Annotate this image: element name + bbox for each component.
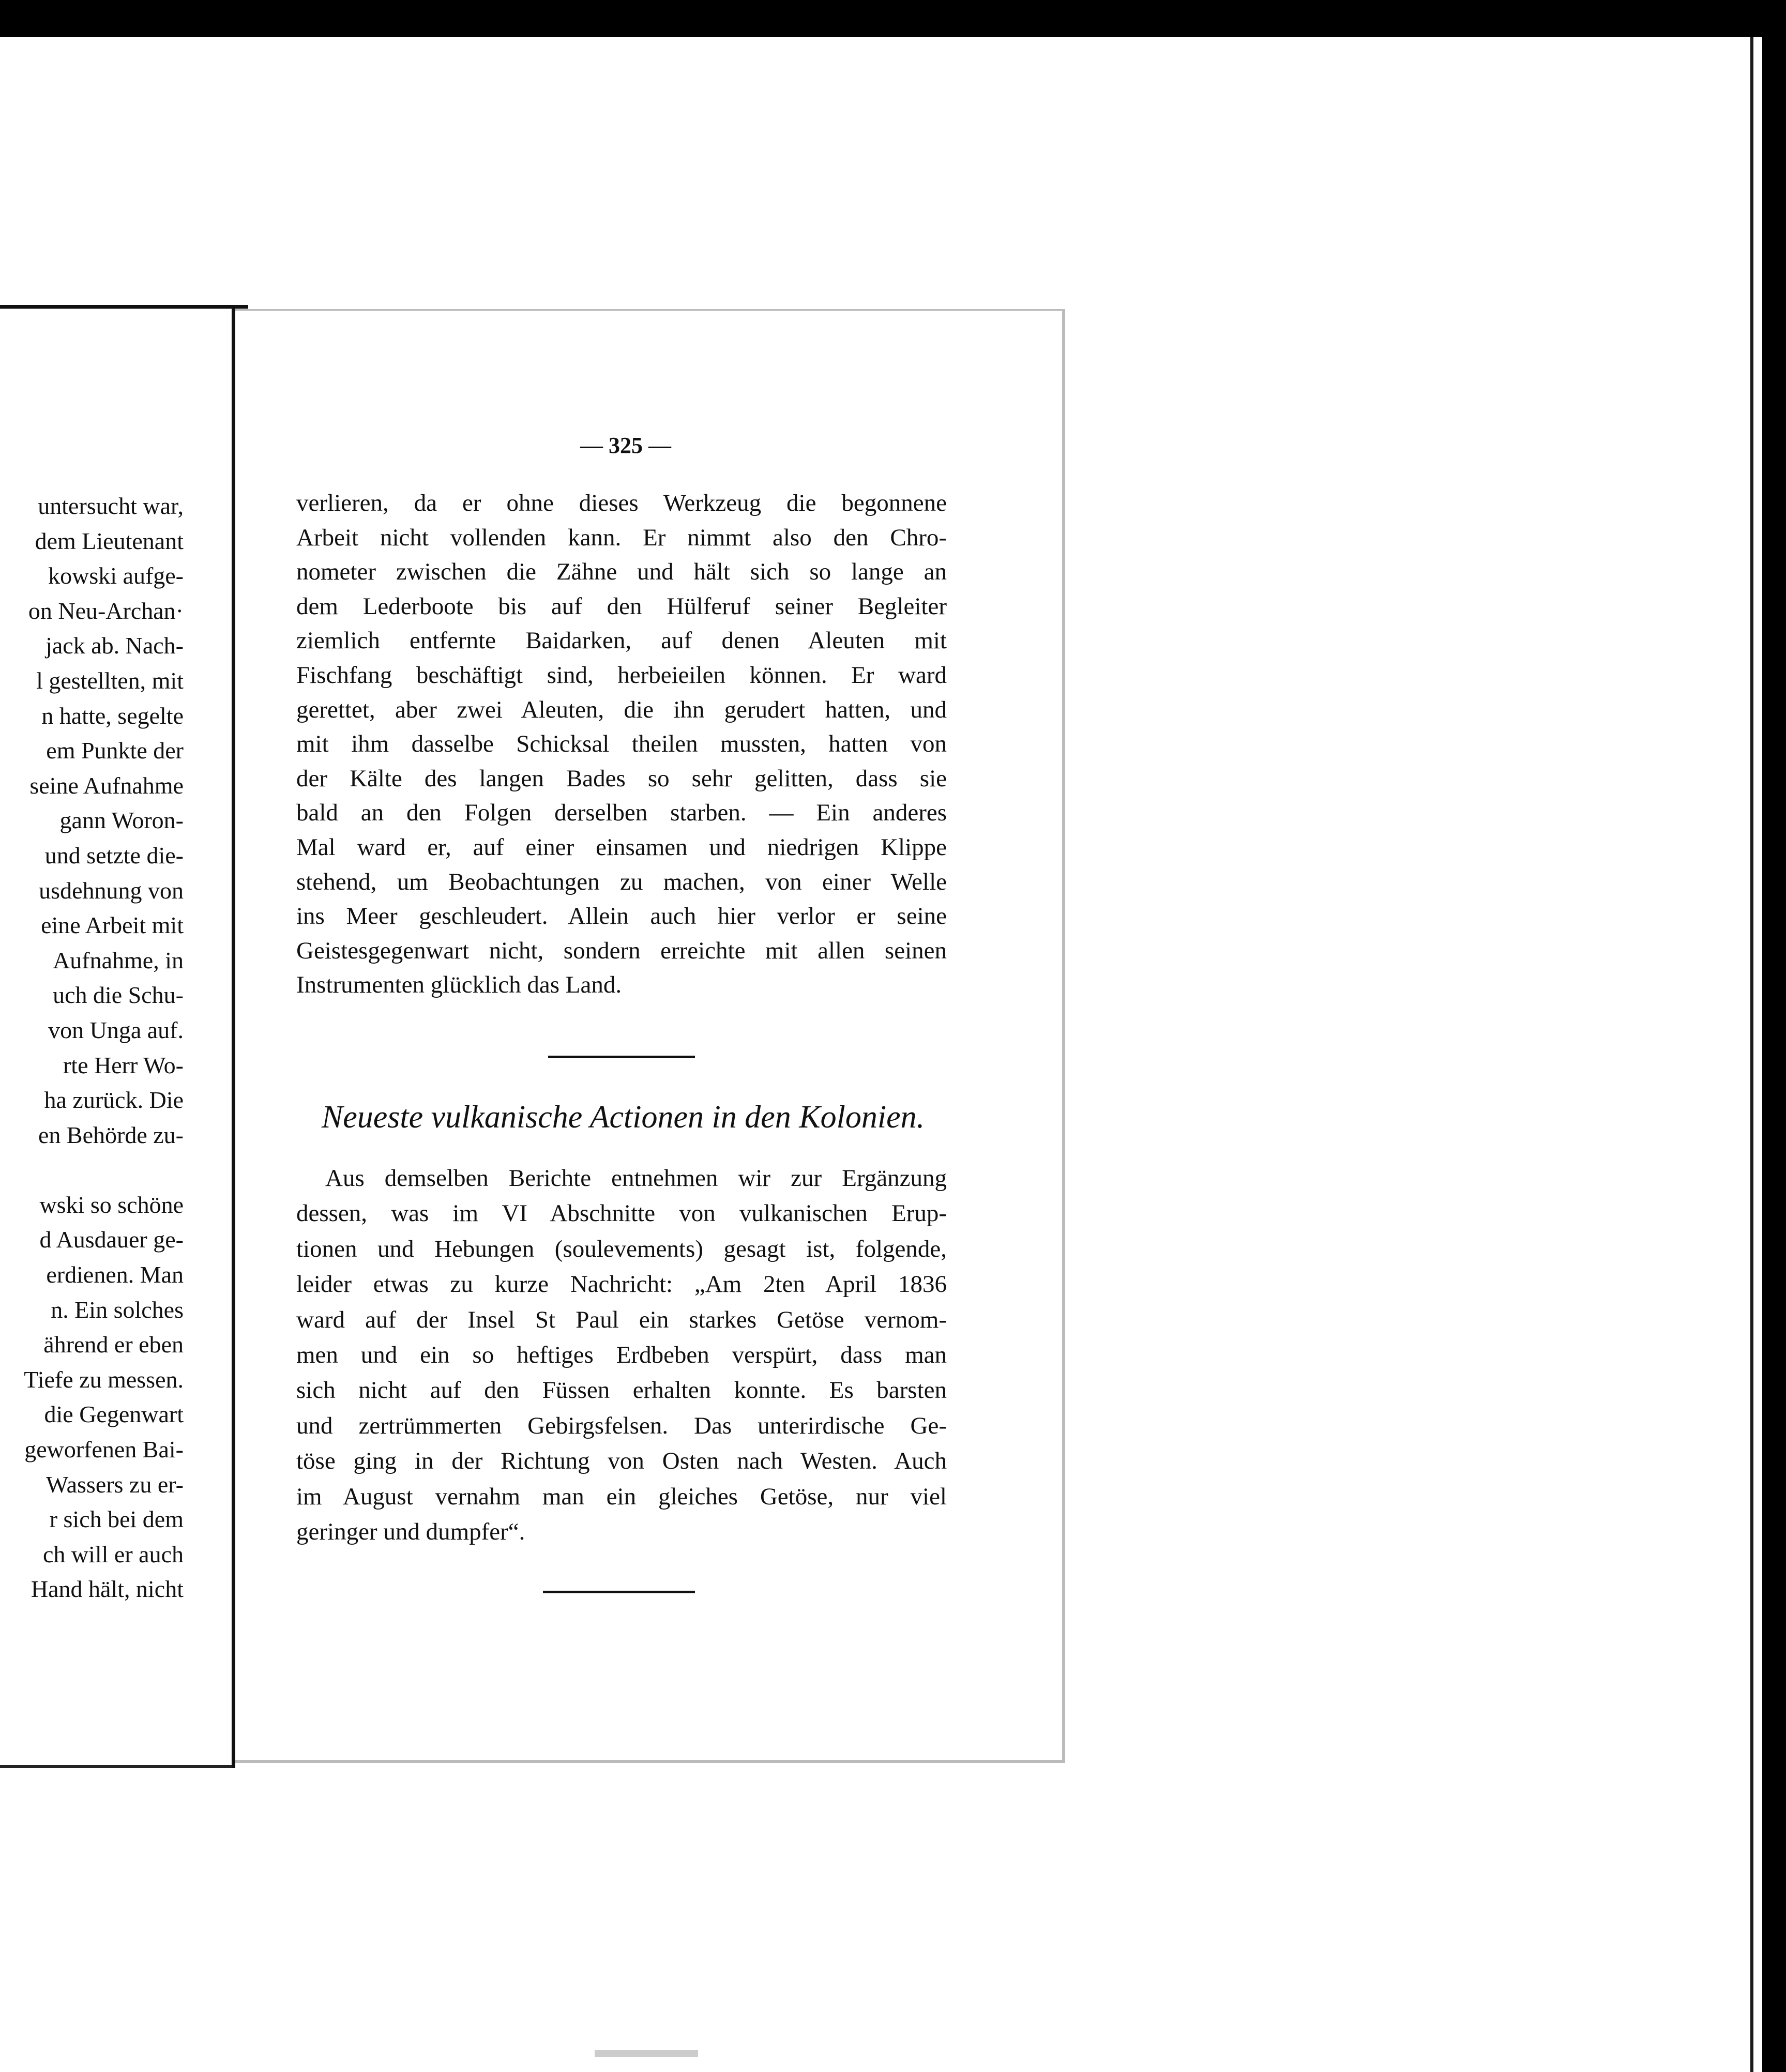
text-line: men und ein so heftiges Erdbeben verspürt, dass man: [296, 1341, 947, 1368]
paragraph-continued: [296, 486, 947, 1002]
left-line: und setzte die-: [44, 842, 184, 869]
paragraph-volcanic-report: [296, 1161, 947, 1549]
end-divider: [543, 1591, 695, 1593]
left-line: d Ausdauer ge-: [39, 1226, 184, 1253]
left-line: untersucht war,: [38, 493, 184, 519]
text-line: tionen und Hebungen (soulevements) gesagt ist, folgende,: [296, 1235, 947, 1262]
left-line: jack ab. Nach-: [46, 632, 184, 659]
text-line: ziemlich entfernte Baidarken, auf denen Aleuten mit: [296, 627, 947, 654]
text-line: stehend, um Beobachtungen zu machen, von einer Welle: [296, 868, 947, 895]
text-line: im August vernahm man ein gleiches Getöse, nur viel: [296, 1483, 947, 1510]
left-line: geworfenen Bai-: [24, 1436, 184, 1463]
left-line: n hatte, segelte: [41, 702, 184, 729]
text-line: ward auf der Insel St Paul ein starkes Getöse vernom-: [296, 1306, 947, 1333]
text-line: mit ihm dasselbe Schicksal theilen mussten, hatten von: [296, 730, 947, 758]
left-line: on Neu-Archan·: [28, 597, 184, 624]
left-line: en Behörde zu-: [38, 1121, 184, 1148]
gutter-corner-mark: [222, 305, 248, 309]
text-line: Mal ward er, auf einer einsamen und niedrigen Klippe: [296, 833, 947, 861]
left-line: wski so schöne: [39, 1191, 184, 1218]
left-line: ha zurück. Die: [44, 1087, 184, 1114]
left-line: Aufnahme, in: [53, 947, 184, 973]
left-line: uch die Schu-: [53, 982, 184, 1009]
scan-artifact: [595, 2050, 698, 2057]
left-line: [0, 1152, 184, 1187]
text-line: ins Meer geschleudert. Allein auch hier verlor er seine: [296, 903, 947, 930]
scan-right-frame-line: [1750, 37, 1753, 2072]
left-line: em Punkte der: [46, 737, 184, 764]
left-line: n. Ein solches: [51, 1296, 184, 1323]
text-line: sich nicht auf den Füssen erhalten konnte. Es barsten: [296, 1377, 947, 1404]
left-page-fragment: [0, 305, 235, 1768]
left-line: Hand hält, nicht: [31, 1576, 184, 1603]
text-line: geringer und dumpfer“.: [296, 1518, 525, 1545]
left-line: r sich bei dem: [49, 1506, 184, 1533]
text-line: dessen, was im VI Abschnitte von vulkanischen Erup-: [296, 1200, 947, 1227]
text-line: dem Lederboote bis auf den Hülferuf seiner Begleiter: [296, 592, 947, 620]
text-line: töse ging in der Richtung von Osten nach Westen. Auch: [296, 1448, 947, 1475]
left-line: eine Arbeit mit: [41, 912, 184, 939]
text-line: und zertrümmerten Gebirgsfelsen. Das unterirdische Ge-: [296, 1412, 947, 1439]
section-divider: [548, 1056, 695, 1058]
left-page-text: [0, 489, 184, 1607]
text-line: leider etwas zu kurze Nachricht: „Am 2ten April 1836: [296, 1271, 947, 1298]
page-number: — 325 —: [580, 433, 671, 458]
text-line: gerettet, aber zwei Aleuten, die ihn gerudert hatten, und: [296, 696, 947, 723]
scan-top-border: [0, 0, 1786, 37]
left-line: ch will er auch: [42, 1541, 184, 1567]
text-line: Geistesgegenwart nicht, sondern erreichte mit allen seinen: [296, 937, 947, 964]
text-line: nometer zwischen die Zähne und hält sich so lange an: [296, 558, 947, 586]
left-line: l gestellten, mit: [36, 667, 184, 694]
left-page-bottom-edge: [0, 1765, 235, 1768]
scan-right-border: [1762, 0, 1786, 2072]
left-line: seine Aufnahme: [29, 772, 184, 799]
text-line: verlieren, da er ohne dieses Werkzeug die begonnene: [296, 490, 947, 516]
page-gutter-line: [232, 305, 235, 1768]
text-line: bald an den Folgen derselben starben. — Ein anderes: [296, 799, 947, 827]
left-line: gann Woron-: [59, 807, 184, 834]
left-line: usdehnung von: [39, 877, 184, 904]
left-line: Tiefe zu messen.: [24, 1366, 184, 1393]
text-line: Instrumenten glücklich das Land.: [296, 971, 622, 999]
left-line: ährend er eben: [43, 1331, 184, 1358]
left-line: kowski aufge-: [48, 562, 184, 589]
left-line: Wassers zu er-: [46, 1471, 184, 1498]
left-line: die Gegenwart: [44, 1401, 184, 1428]
text-line: der Kälte des langen Bades so sehr gelitten, dass sie: [296, 765, 947, 792]
left-line: rte Herr Wo-: [63, 1052, 184, 1078]
text-line: Fischfang beschäftigt sind, herbeieilen können. Er ward: [296, 661, 947, 689]
left-line: von Unga auf.: [48, 1016, 184, 1043]
left-page-top-edge: [0, 305, 235, 309]
left-line: erdienen. Man: [46, 1261, 184, 1288]
text-line: Aus demselben Berichte entnehmen wir zur Ergänzung: [325, 1165, 947, 1192]
left-line: dem Lieutenant: [35, 527, 184, 554]
section-heading: Neueste vulkanische Actionen in den Kolonien.: [321, 1100, 925, 1135]
text-line: Arbeit nicht vollenden kann. Er nimmt also den Chro-: [296, 524, 947, 551]
